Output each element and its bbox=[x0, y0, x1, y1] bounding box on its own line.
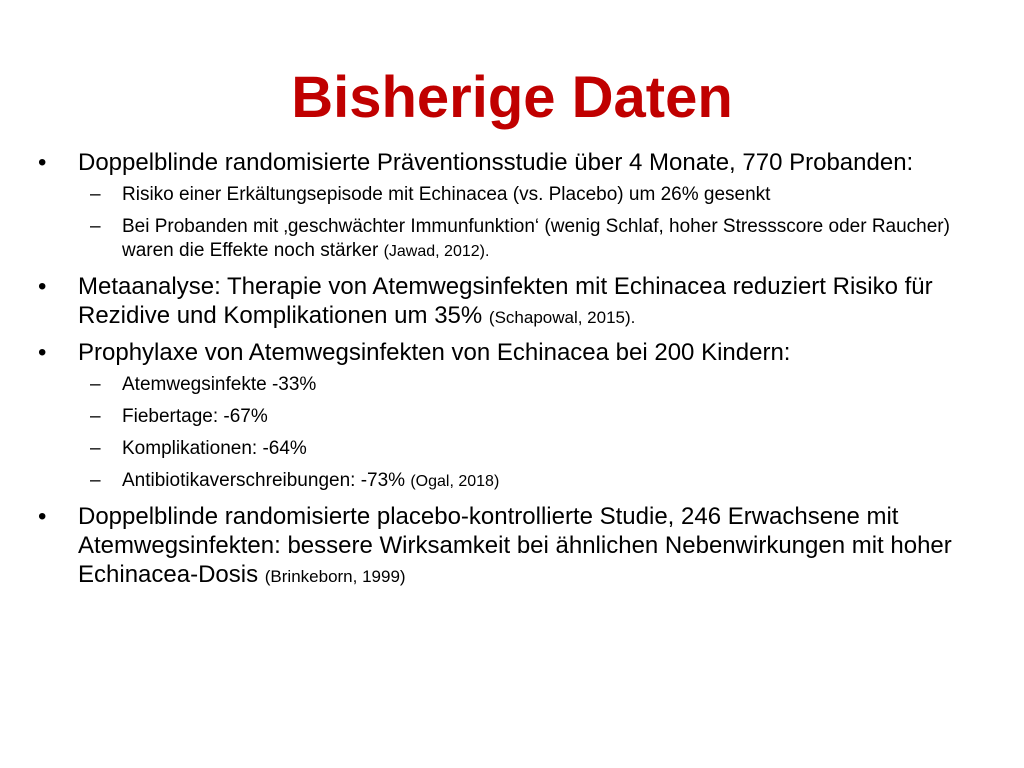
bullet-item bbox=[34, 338, 994, 367]
dash-marker: – bbox=[90, 184, 101, 205]
sub-bullet-item bbox=[34, 469, 994, 494]
sub-bullet-item bbox=[34, 183, 994, 207]
sub-bullet-text: Risiko einer Erkältungsepisode mit Echinacea (vs. Placebo) um 26% gesenkt bbox=[122, 184, 771, 205]
bullet-marker: • bbox=[38, 273, 47, 300]
bullet-text: Doppelblinde randomisierte Präventionsstudie über 4 Monate, 770 Probanden: bbox=[78, 149, 914, 176]
sub-bullet-text: Fiebertage: -67% bbox=[122, 406, 268, 427]
dash-marker: – bbox=[90, 438, 101, 459]
dash-marker: – bbox=[90, 470, 101, 491]
bullet-text: Prophylaxe von Atemwegsinfekten von Echinacea bei 200 Kindern: bbox=[78, 339, 791, 366]
dash-marker: – bbox=[90, 406, 101, 427]
sub-bullet-item bbox=[34, 215, 994, 264]
bullet-item bbox=[34, 502, 994, 591]
sub-bullet-text: Atemwegsinfekte -33% bbox=[122, 374, 317, 395]
bullet-marker: • bbox=[38, 149, 47, 176]
sub-bullet-item bbox=[34, 405, 994, 429]
bullet-text: Doppelblinde randomisierte placebo-kontrollierte Studie, 246 Erwachsene mit Atemwegsinfekten: bessere Wirksamkeit bei ähnlichen Nebenwirkungen mit hoher Echinacea-Dosis bbox=[78, 503, 952, 588]
dash-marker: – bbox=[90, 374, 101, 395]
citation: (Schapowal, 2015). bbox=[488, 308, 636, 327]
citation: (Jawad, 2012). bbox=[383, 243, 490, 260]
sub-bullet-text: Bei Probanden mit ‚geschwächter Immunfunktion‘ (wenig Schlaf, hoher Stressscore oder Raucher) waren die Effekte noch stärker bbox=[122, 216, 950, 261]
sub-bullet-item bbox=[34, 437, 994, 461]
citation: (Ogal, 2018) bbox=[410, 473, 500, 490]
bullet-marker: • bbox=[38, 339, 47, 366]
bullet-text: Metaanalyse: Therapie von Atemwegsinfekten mit Echinacea reduziert Risiko für Rezidive und Komplikationen um 35% bbox=[78, 273, 933, 329]
sub-bullet-text: Antibiotikaverschreibungen: -73% bbox=[122, 470, 406, 491]
bullet-item bbox=[34, 272, 994, 332]
citation: (Brinkeborn, 1999) bbox=[264, 567, 406, 586]
dash-marker: – bbox=[90, 216, 101, 237]
bullet-item bbox=[34, 148, 994, 177]
sub-bullet-item bbox=[34, 373, 994, 397]
sub-bullet-text: Komplikationen: -64% bbox=[122, 438, 307, 459]
slide-title: Bisherige Daten bbox=[291, 65, 733, 130]
bullet-marker: • bbox=[38, 503, 47, 530]
slide-body bbox=[34, 148, 994, 597]
